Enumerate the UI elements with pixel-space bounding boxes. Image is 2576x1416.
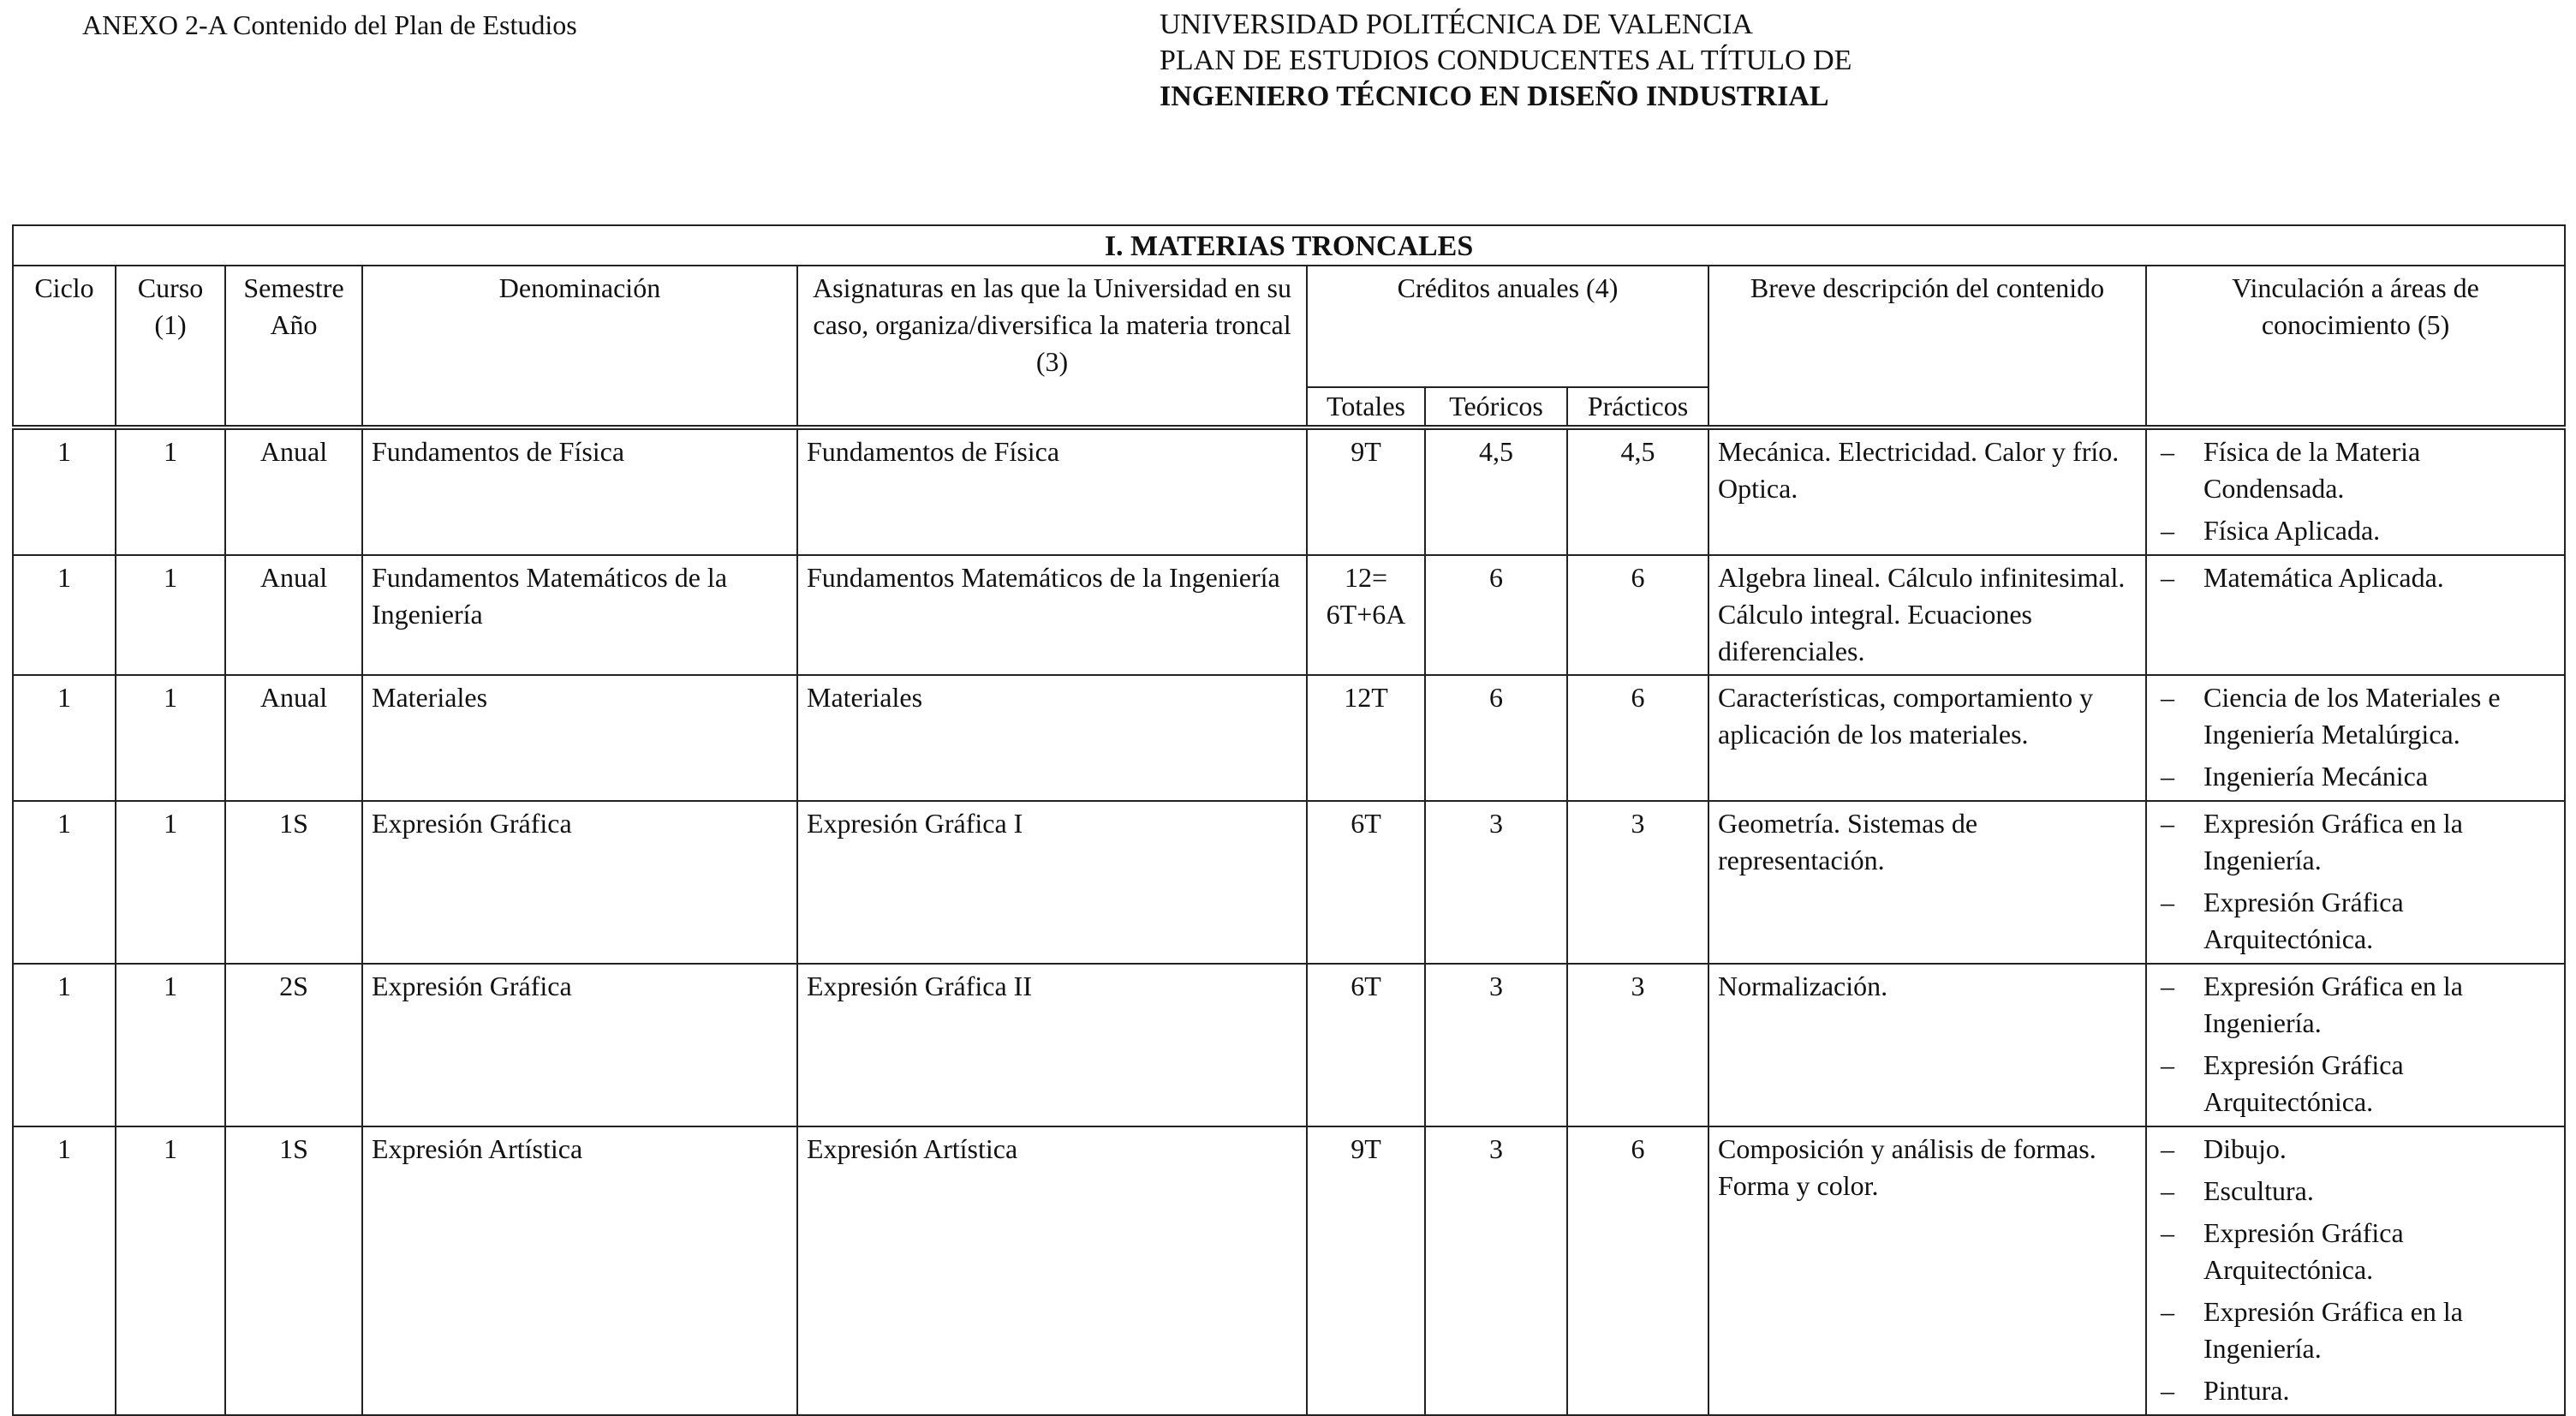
cell-totales: 6T: [1307, 801, 1425, 964]
area-name: Ingeniería Mecánica: [2203, 761, 2429, 792]
cell-vinculacion: [2146, 427, 2565, 555]
plan-title: PLAN DE ESTUDIOS CONDUCENTES AL TÍTULO DE: [1160, 45, 1852, 76]
dash-marker: –: [2161, 1217, 2174, 1248]
col-header-asignaturas: Asignaturas en las que la Universidad en su caso, organiza/diversifica la materia troncal (3): [797, 266, 1307, 427]
col-header-totales: Totales: [1307, 387, 1425, 427]
list-item: [2156, 559, 2555, 596]
area-name: Física de la Materia Condensada.: [2203, 436, 2421, 504]
cell-denominacion: Expresión Gráfica: [362, 964, 797, 1126]
cell-curso: 1: [116, 1126, 225, 1415]
cell-practicos: 3: [1567, 801, 1708, 964]
cell-practicos: 6: [1567, 1126, 1708, 1415]
degree-title: INGENIERO TÉCNICO EN DISEÑO INDUSTRIAL: [1160, 81, 1829, 112]
dash-marker: –: [2161, 971, 2174, 1001]
area-name: Física Aplicada.: [2203, 515, 2381, 546]
section-title: I. MATERIAS TRONCALES: [13, 225, 2565, 266]
cell-semestre: Anual: [225, 675, 362, 801]
cell-semestre: 1S: [225, 1126, 362, 1415]
cell-teoricos: 3: [1425, 964, 1567, 1126]
area-name: Escultura.: [2203, 1175, 2314, 1206]
area-name: Dibujo.: [2203, 1133, 2287, 1164]
cell-totales: 12= 6T+6A: [1307, 555, 1425, 675]
area-list: [2156, 805, 2555, 958]
cell-semestre: Anual: [225, 555, 362, 675]
area-name: Expresión Gráfica en la Ingeniería.: [2203, 971, 2463, 1038]
list-item: [2156, 884, 2555, 958]
cell-ciclo: 1: [13, 801, 116, 964]
university-name: UNIVERSIDAD POLITÉCNICA DE VALENCIA: [1160, 9, 1753, 40]
dash-marker: –: [2161, 1133, 2174, 1164]
cell-asignaturas: Expresión Gráfica II: [797, 964, 1307, 1126]
area-name: Matemática Aplicada.: [2203, 562, 2444, 593]
area-name: Ciencia de los Materiales e Ingeniería Metalúrgica.: [2203, 682, 2501, 750]
cell-teoricos: 3: [1425, 801, 1567, 964]
table-row: [13, 964, 2565, 1126]
col-header-practicos: Prácticos: [1567, 387, 1708, 427]
area-name: Expresión Gráfica Arquitectónica.: [2203, 887, 2404, 954]
col-header-ciclo: Ciclo: [13, 266, 116, 427]
cell-curso: 1: [116, 427, 225, 555]
cell-teoricos: 3: [1425, 1126, 1567, 1415]
table-row: [13, 1126, 2565, 1415]
curriculum-table: [12, 224, 2566, 1416]
cell-practicos: 6: [1567, 675, 1708, 801]
col-header-semestre: Semestre Año: [225, 266, 362, 427]
list-item: [2156, 433, 2555, 507]
cell-practicos: 6: [1567, 555, 1708, 675]
cell-curso: 1: [116, 555, 225, 675]
cell-semestre: Anual: [225, 427, 362, 555]
cell-curso: 1: [116, 801, 225, 964]
cell-totales: 12T: [1307, 675, 1425, 801]
col-header-descripcion: Breve descripción del contenido: [1708, 266, 2146, 427]
col-header-denominacion: Denominación: [362, 266, 797, 427]
area-list: [2156, 679, 2555, 795]
cell-ciclo: 1: [13, 555, 116, 675]
cell-totales: 9T: [1307, 1126, 1425, 1415]
cell-ciclo: 1: [13, 964, 116, 1126]
col-header-creditos: Créditos anuales (4): [1307, 266, 1708, 387]
area-name: Expresión Gráfica Arquitectónica.: [2203, 1049, 2404, 1117]
cell-vinculacion: [2146, 964, 2565, 1126]
cell-asignaturas: Fundamentos de Física: [797, 427, 1307, 555]
cell-asignaturas: Fundamentos Matemáticos de la Ingeniería: [797, 555, 1307, 675]
cell-descripcion: Composición y análisis de formas. Forma y color.: [1708, 1126, 2146, 1415]
dash-marker: –: [2161, 436, 2174, 467]
cell-asignaturas: Expresión Gráfica I: [797, 801, 1307, 964]
annex-title: ANEXO 2-A Contenido del Plan de Estudios: [82, 9, 577, 40]
dash-marker: –: [2161, 1049, 2174, 1080]
list-item: [2156, 1047, 2555, 1120]
cell-teoricos: 6: [1425, 675, 1567, 801]
list-item: [2156, 512, 2555, 549]
dash-marker: –: [2161, 682, 2174, 713]
cell-practicos: 3: [1567, 964, 1708, 1126]
area-list: [2156, 433, 2555, 549]
dash-marker: –: [2161, 1175, 2174, 1206]
list-item: [2156, 1215, 2555, 1288]
cell-teoricos: 4,5: [1425, 427, 1567, 555]
cell-descripcion: Geometría. Sistemas de representación.: [1708, 801, 2146, 964]
table-row: [13, 555, 2565, 675]
list-item: [2156, 968, 2555, 1042]
institution-header: [1160, 7, 1852, 115]
list-item: [2156, 679, 2555, 753]
area-name: Pintura.: [2203, 1375, 2290, 1406]
cell-asignaturas: Expresión Artística: [797, 1126, 1307, 1415]
dash-marker: –: [2161, 808, 2174, 839]
cell-denominacion: Fundamentos Matemáticos de la Ingeniería: [362, 555, 797, 675]
cell-ciclo: 1: [13, 427, 116, 555]
area-list: [2156, 968, 2555, 1120]
dash-marker: –: [2161, 761, 2174, 792]
list-item: [2156, 758, 2555, 795]
cell-ciclo: 1: [13, 1126, 116, 1415]
cell-denominacion: Materiales: [362, 675, 797, 801]
cell-denominacion: Expresión Gráfica: [362, 801, 797, 964]
cell-semestre: 1S: [225, 801, 362, 964]
table-row: [13, 801, 2565, 964]
cell-vinculacion: [2146, 1126, 2565, 1415]
col-header-vinculacion: Vinculación a áreas de conocimiento (5): [2146, 266, 2565, 427]
cell-descripcion: Características, comportamiento y aplicación de los materiales.: [1708, 675, 2146, 801]
list-item: [2156, 1131, 2555, 1168]
list-item: [2156, 1294, 2555, 1367]
col-header-curso: Curso (1): [116, 266, 225, 427]
area-name: Expresión Gráfica en la Ingeniería.: [2203, 1296, 2463, 1364]
cell-vinculacion: [2146, 675, 2565, 801]
cell-descripcion: Mecánica. Electricidad. Calor y frío. Optica.: [1708, 427, 2146, 555]
dash-marker: –: [2161, 1375, 2174, 1406]
dash-marker: –: [2161, 515, 2174, 546]
area-list: [2156, 1131, 2555, 1409]
cell-totales: 9T: [1307, 427, 1425, 555]
cell-descripcion: Normalización.: [1708, 964, 2146, 1126]
cell-practicos: 4,5: [1567, 427, 1708, 555]
dash-marker: –: [2161, 562, 2174, 593]
cell-totales: 6T: [1307, 964, 1425, 1126]
dash-marker: –: [2161, 1296, 2174, 1327]
area-name: Expresión Gráfica Arquitectónica.: [2203, 1217, 2404, 1285]
list-item: [2156, 805, 2555, 879]
cell-vinculacion: [2146, 801, 2565, 964]
table-row: [13, 427, 2565, 555]
cell-semestre: 2S: [225, 964, 362, 1126]
cell-teoricos: 6: [1425, 555, 1567, 675]
cell-asignaturas: Materiales: [797, 675, 1307, 801]
list-item: [2156, 1173, 2555, 1210]
cell-curso: 1: [116, 675, 225, 801]
cell-descripcion: Algebra lineal. Cálculo infinitesimal. Cálculo integral. Ecuaciones diferenciales.: [1708, 555, 2146, 675]
cell-ciclo: 1: [13, 675, 116, 801]
cell-curso: 1: [116, 964, 225, 1126]
area-list: [2156, 559, 2555, 596]
col-header-teoricos: Teóricos: [1425, 387, 1567, 427]
cell-denominacion: Expresión Artística: [362, 1126, 797, 1415]
cell-denominacion: Fundamentos de Física: [362, 427, 797, 555]
dash-marker: –: [2161, 887, 2174, 917]
area-name: Expresión Gráfica en la Ingeniería.: [2203, 808, 2463, 875]
cell-vinculacion: [2146, 555, 2565, 675]
table-row: [13, 675, 2565, 801]
